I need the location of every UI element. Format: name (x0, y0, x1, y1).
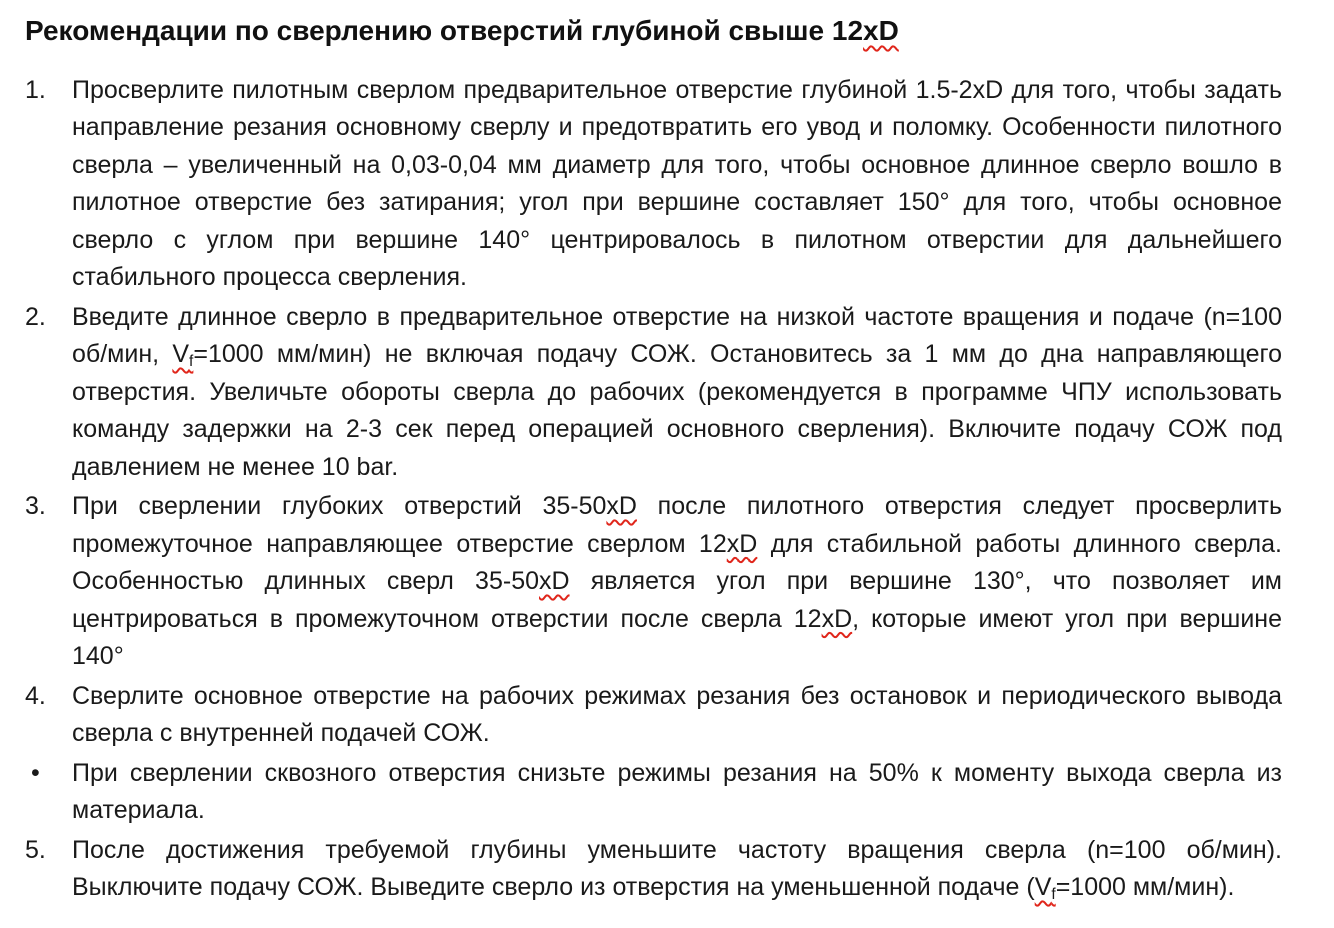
text-run: после пилотного отверстия следует просверлить промежуточное направляющее отверстие сверлом 12 (72, 492, 1283, 558)
text-run: Просверлите пилотным сверлом предварительное отверстие глубиной 1.5-2xD для того, чтобы задать направление резания основному сверлу и предотвратить его увод и поломку. Особенности пилотного сверла – увеличенный на 0,03-0,04 мм диаметр для того, чтобы основное длинное сверло вошло в пилотное отверстие без затирания; угол при вершине составляет 150° для того, чтобы основное сверло с углом при вершине 140° центрировалось в пилотном отверстии для дальнейшего стабильного процесса сверления. (72, 75, 1282, 292)
document-title (25, 14, 1282, 48)
number-marker: 5. (25, 835, 46, 864)
title-misspelled-text: xD (863, 15, 899, 46)
title-text: Рекомендации по сверлению отверстий глубиной свыше 12 (25, 15, 864, 46)
text-run: для стабильной работы длинного сверла. Особенностью длинных сверл 35-50 (72, 529, 1282, 596)
text-run: является угол при вершине 130°, что позволяет им центрироваться в промежуточном отверстии после сверла 12 (72, 567, 1282, 633)
item-text (72, 299, 1282, 487)
list-item (25, 755, 1282, 830)
misspelled-text: $V_f$ (1034, 873, 1056, 904)
misspelled-text: xD (539, 567, 570, 596)
subscript-text: f (189, 353, 194, 371)
item-text (72, 832, 1282, 907)
item-text (72, 755, 1282, 830)
number-marker: 4. (25, 681, 46, 710)
list-item (25, 72, 1282, 297)
misspelled-text: xD (821, 604, 853, 633)
text-run: Введите длинное сверло в предварительное отверстие на низкой частоте вращения и подаче (n=100 об/мин, (72, 302, 1282, 369)
list-item (25, 299, 1282, 487)
text-run: , которые имеют угол при вершине 140° (72, 604, 1283, 671)
text-run: После достижения требуемой глубины уменьшите частоту вращения сверла (n=100 об/мин). Выключите подачу СОЖ. Выведите сверло из отверстия на уменьшенной подаче ( (72, 835, 1282, 902)
recommendation-list (25, 72, 1282, 907)
number-marker: 1. (25, 75, 46, 104)
list-item (25, 488, 1282, 676)
list-item (25, 678, 1282, 753)
misspelled-text: $V_f$ (172, 340, 194, 371)
item-text (72, 678, 1282, 753)
list-item (25, 832, 1282, 907)
misspelled-text: xD (606, 492, 637, 521)
subscript-text: f (1051, 886, 1056, 904)
bullet-marker: • (31, 758, 40, 787)
misspelled-text: xD (726, 529, 758, 558)
text-run: =1000 мм/мин) не включая подачу СОЖ. Остановитесь за 1 мм до дна направляющего отверстия. Увеличьте обороты сверла до рабочих (рекомендуется в программе ЧПУ использовать команду задержки на 2-3 сек перед операцией основного сверления). Включите подачу СОЖ под давлением не менее 10 bar. (72, 340, 1282, 481)
text-run: Сверлите основное отверстие на рабочих режимах резания без остановок и периодического вывода сверла с внутренней подачей СОЖ. (72, 681, 1282, 748)
text-run: =1000 мм/мин). (1055, 873, 1235, 902)
number-marker: 2. (25, 302, 46, 331)
item-text (72, 72, 1282, 297)
text-run: При сверлении глубоких отверстий 35-50 (72, 492, 607, 521)
item-text (72, 488, 1282, 676)
number-marker: 3. (25, 492, 46, 521)
text-run: При сверлении сквозного отверстия снизьте режимы резания на 50% к моменту выхода сверла из материала. (72, 758, 1282, 825)
